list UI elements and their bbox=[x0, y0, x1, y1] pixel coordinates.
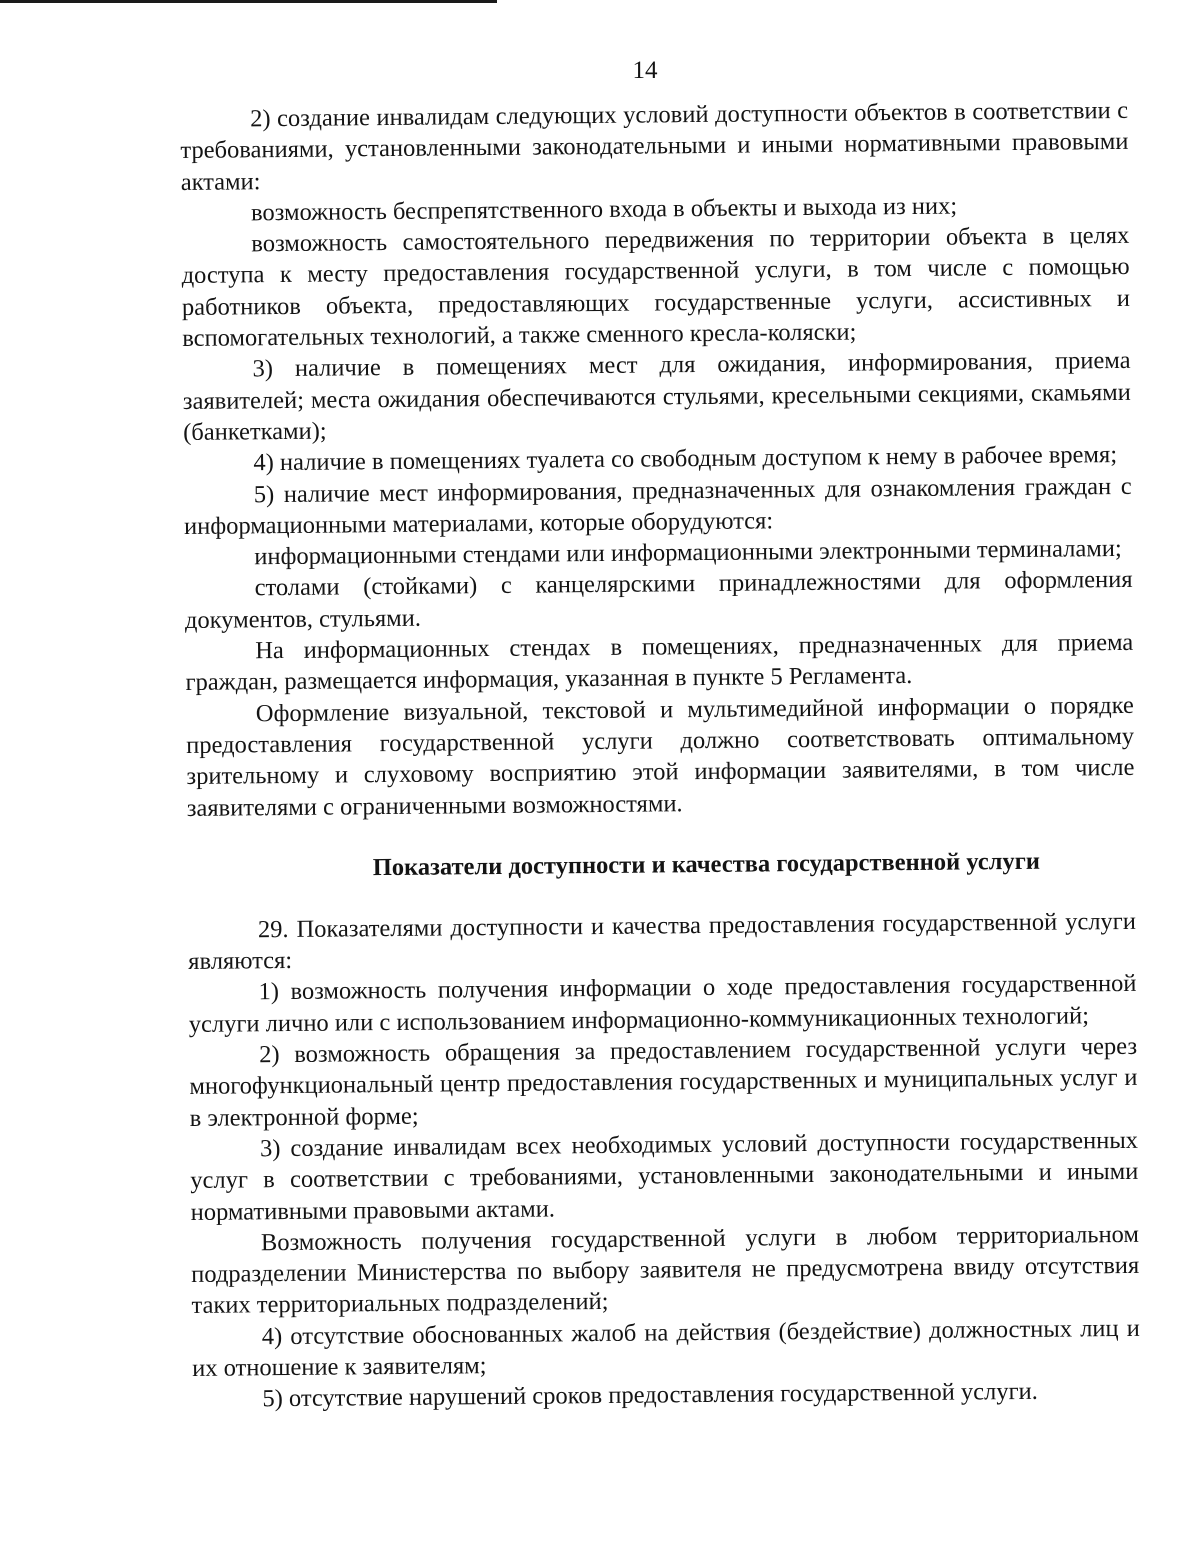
paragraph: На информационных стендах в помещениях, предназначенных для приема граждан, размещается информация, указанная в пункте 5 Регламента. bbox=[185, 628, 1134, 697]
paragraph: 3) наличие в помещениях мест для ожидания, информирования, приема заявителей; места ожидания обеспечиваются стульями, кресельными секциями, скамьями (банкетками); bbox=[182, 347, 1131, 446]
paragraph: 2) создание инвалидам следующих условий доступности объектов в соответствии с требованиями, установленными законодательными и иными нормативными правовыми актами: bbox=[180, 96, 1129, 196]
paragraph: информационными стендами или информационными электронными терминалами; bbox=[254, 535, 1122, 571]
paragraph: Оформление визуальной, текстовой и мультимедийной информации о порядке предоставления государственной услуги должно соответствовать оптимальному зрительному и слуховому восприятию этой информации заявителями, в том числе заявителями с ограниченными возможностями. bbox=[186, 691, 1135, 822]
paragraph: 5) отсутствие нарушений сроков предоставления государственной услуги. bbox=[262, 1378, 1038, 1413]
paragraph: 3) создание инвалидам всех необходимых условий доступности государственных услуг в соответствии с требованиями, установленными законодательными и иными нормативными правовыми актами. bbox=[190, 1126, 1139, 1226]
paragraph: 29. Показателями доступности и качества предоставления государственной услуги являются: bbox=[188, 907, 1137, 976]
paragraph: Возможность получения государственной услуги в любом территориальном подразделении Министерства по выбору заявителя не предусмотрена ввиду отсутствия таких территориальных подразделений; bbox=[191, 1220, 1140, 1320]
paragraph: возможность самостоятельного передвижения по территории объекта в целях доступа к месту предоставления государственной услуги, в том числе с помощью работников объекта, предоставляющих государственные услуги, ассистивных и вспомогательных технологий, а также сменного кресла-коляски; bbox=[181, 222, 1131, 353]
page-number: 14 bbox=[632, 57, 658, 84]
paragraph: 1) возможность получения информации о ходе предоставления государственной услуги лично или с использованием информационно-коммуникационных технологий; bbox=[188, 970, 1137, 1038]
paragraph: 4) наличие в помещениях туалета со свободным доступом к нему в рабочее время; bbox=[253, 441, 1118, 477]
paragraph: возможность беспрепятственного входа в объекты и выхода из них; bbox=[250, 192, 958, 227]
scan-edge-line bbox=[0, 0, 497, 3]
paragraph: столами (стойками) с канцелярскими принадлежностями для оформления документов, стульями. bbox=[184, 566, 1133, 634]
document-body bbox=[180, 95, 1141, 1416]
paragraph: 5) наличие мест информирования, предназначенных для ознакомления граждан с информационными материалами, которые оборудуются: bbox=[183, 472, 1132, 540]
paragraph: 2) возможность обращения за предоставлением государственной услуги через многофункциональный центр предоставления государственных и муниципальных услуг и в электронной форме; bbox=[189, 1032, 1138, 1132]
paragraph: 4) отсутствие обоснованных жалоб на действия (бездействие) должностных лиц и их отношение к заявителям; bbox=[192, 1314, 1140, 1382]
section-heading: Показатели доступности и качества государственной услуги bbox=[372, 847, 1041, 882]
